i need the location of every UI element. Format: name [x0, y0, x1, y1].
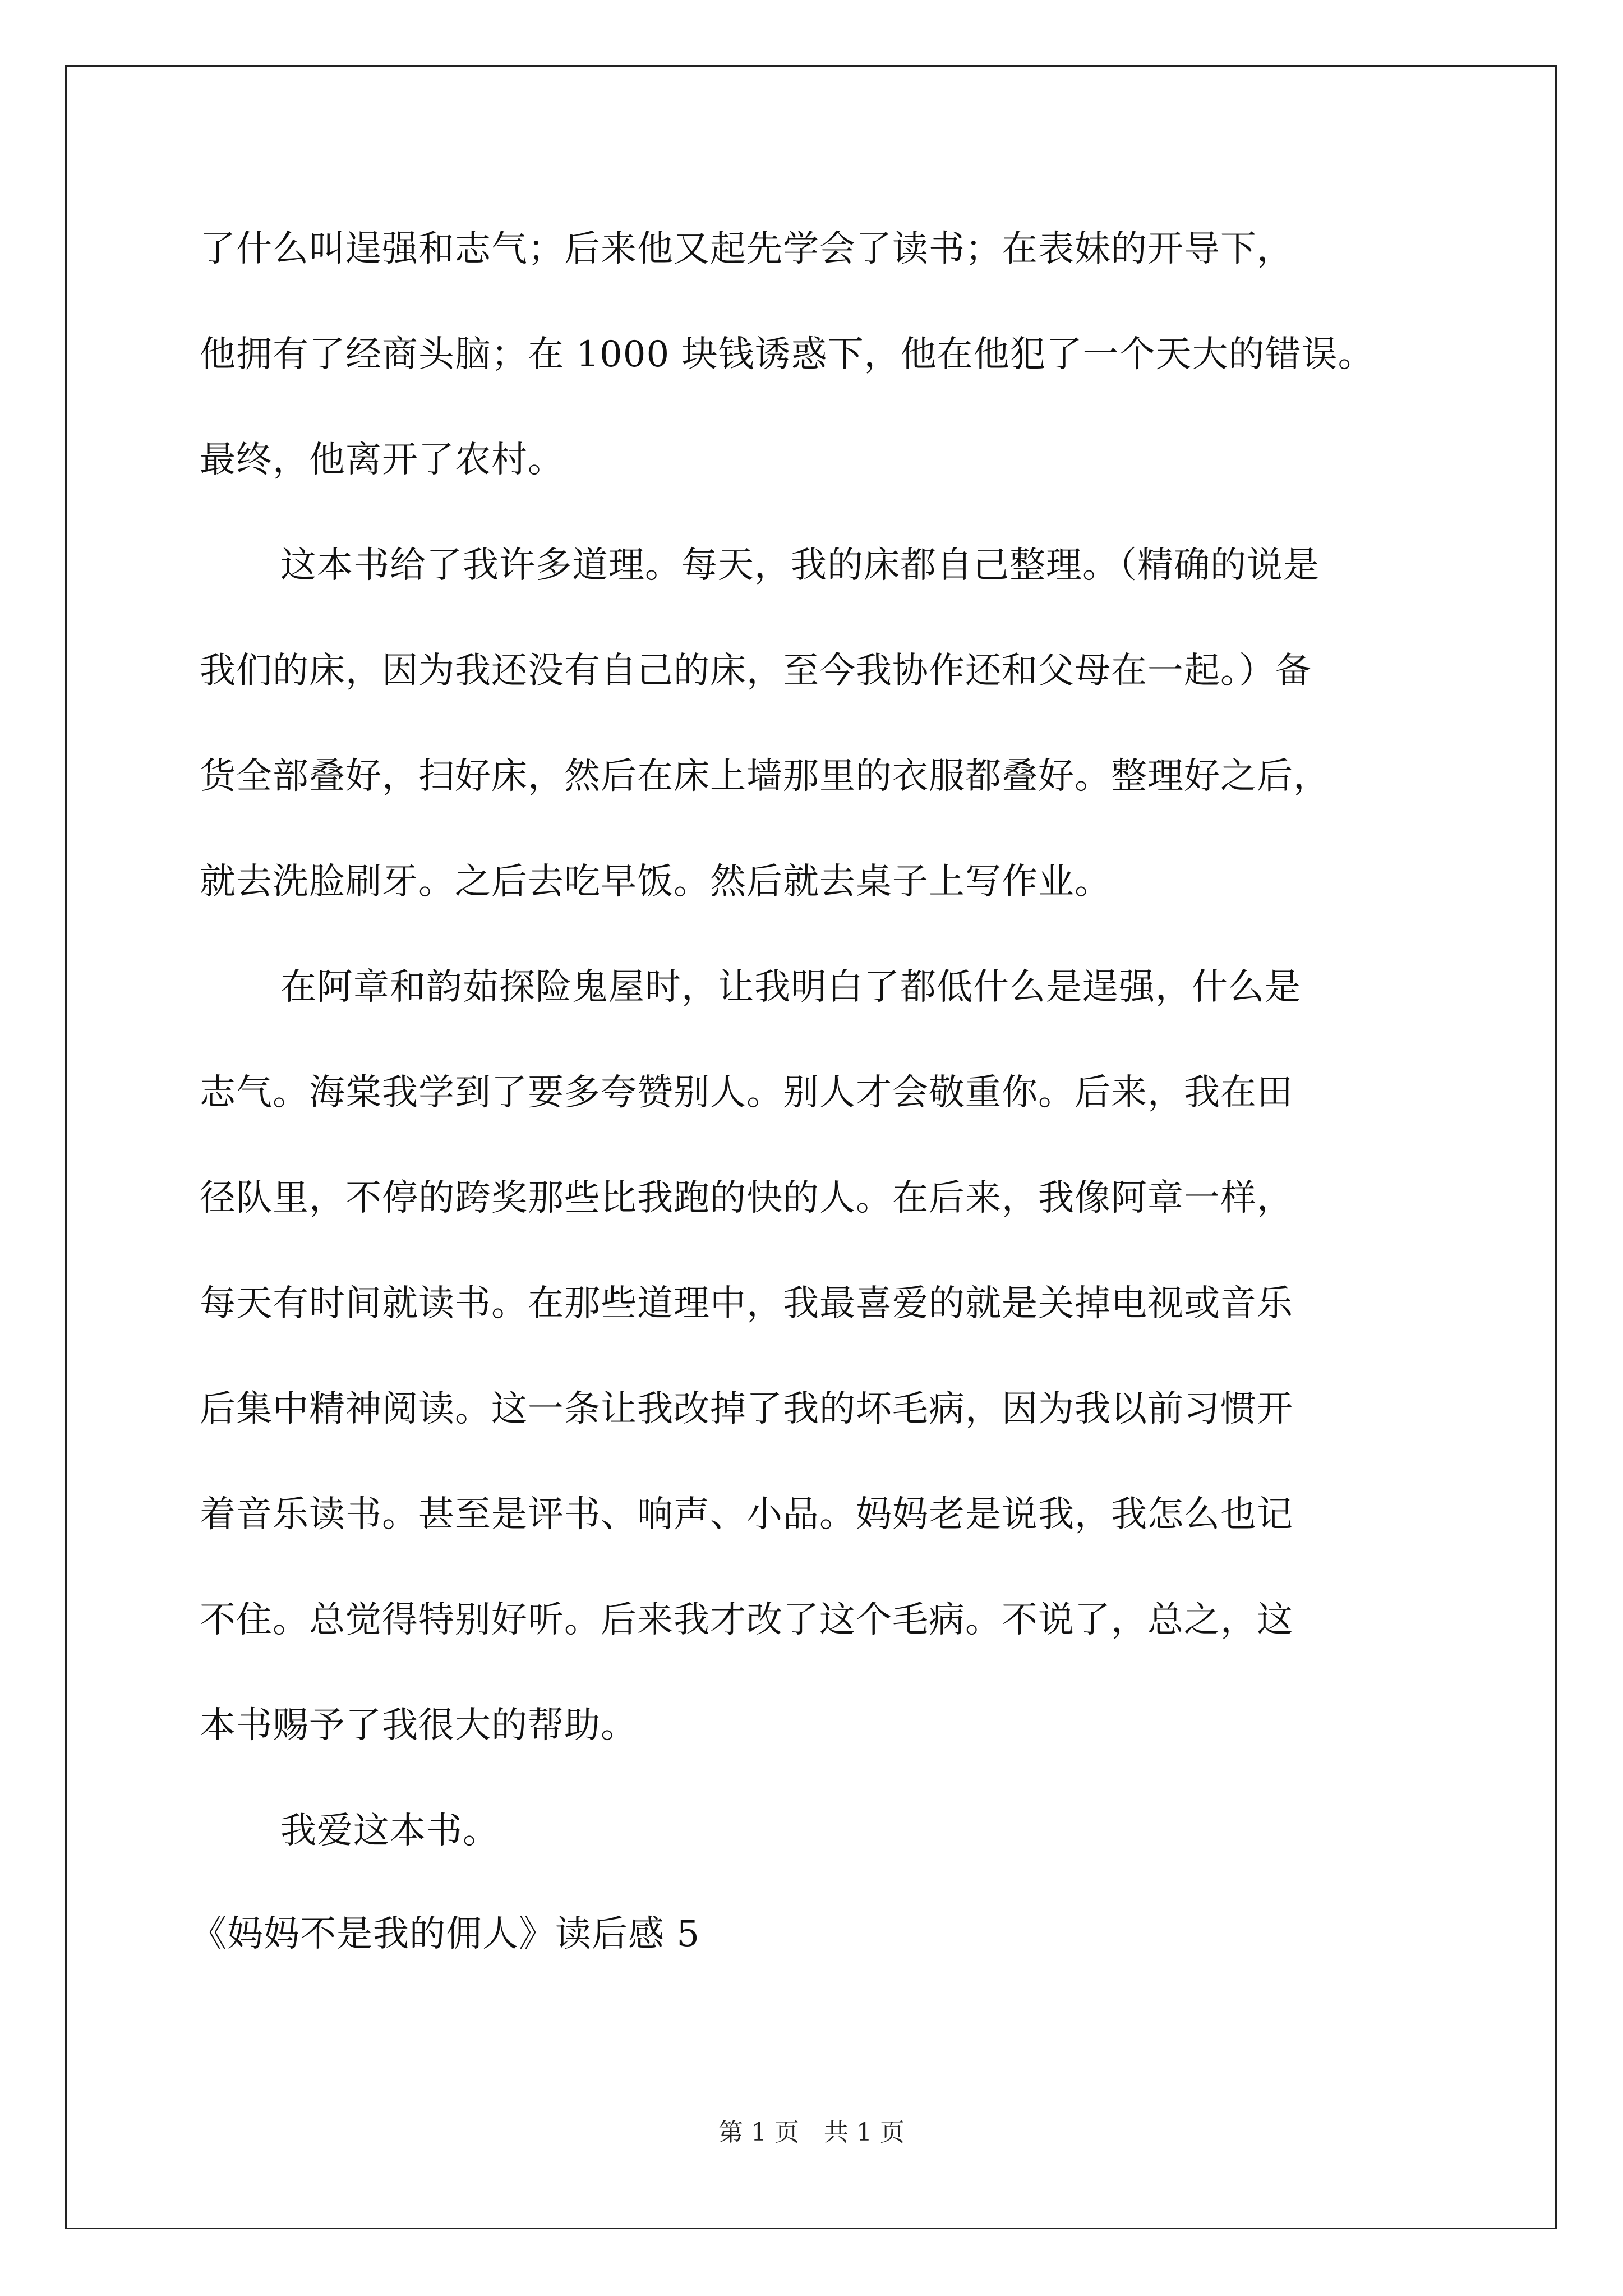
paragraph-3-line: 每天有时间就读书。在那些道理中，我最喜爱的就是关掉电视或音乐 [200, 1283, 1293, 1324]
paragraph-1-line: 了什么叫逞强和志气；后来他又起先学会了读书；在表妹的开导下， [200, 228, 1293, 270]
paragraph-3-line: 后集中精神阅读。这一条让我改掉了我的坏毛病，因为我以前习惯开 [200, 1388, 1293, 1430]
paragraph-3-line: 着音乐读书。甚至是评书、响声、小品。妈妈老是说我，我怎么也记 [200, 1494, 1293, 1535]
section-heading: 《妈妈不是我的佣人》读后感 5 [191, 1913, 700, 1955]
paragraph-3-line: 本书赐予了我很大的帮助。 [200, 1705, 637, 1746]
paragraph-1-line: 他拥有了经商头脑；在 1000 块钱诱惑下，他在他犯了一个天大的错误。 [200, 334, 1375, 375]
paragraph-2-line: 我们的床，因为我还没有自己的床，至今我协作还和父母在一起。）备 [200, 650, 1312, 692]
paragraph-2-line: 这本书给了我许多道理。每天，我的床都自己整理。（精确的说是 [280, 545, 1320, 586]
page-border [65, 65, 1557, 2229]
paragraph-2-line: 货全部叠好，扫好床，然后在床上墙那里的衣服都叠好。整理好之后， [200, 756, 1330, 797]
page-footer: 第 1 页 共 1 页 [718, 2118, 905, 2147]
paragraph-3-line: 径队里，不停的跨奖那些比我跑的快的人。在后来，我像阿章一样， [200, 1177, 1293, 1219]
paragraph-1-line: 最终，他离开了农村。 [200, 439, 564, 481]
paragraph-3-line: 在阿章和韵茹探险鬼屋时，让我明白了都低什么是逞强，什么是 [280, 967, 1301, 1008]
paragraph-3-line: 志气。海棠我学到了要多夸赞别人。别人才会敬重你。后来，我在田 [200, 1072, 1293, 1114]
paragraph-2-line: 就去洗脸刷牙。之后去吃早饭。然后就去桌子上写作业。 [200, 861, 1111, 903]
paragraph-3-line: 不住。总觉得特别好听。后来我才改了这个毛病。不说了，总之，这 [200, 1599, 1293, 1641]
paragraph-4: 我爱这本书。 [280, 1810, 499, 1852]
